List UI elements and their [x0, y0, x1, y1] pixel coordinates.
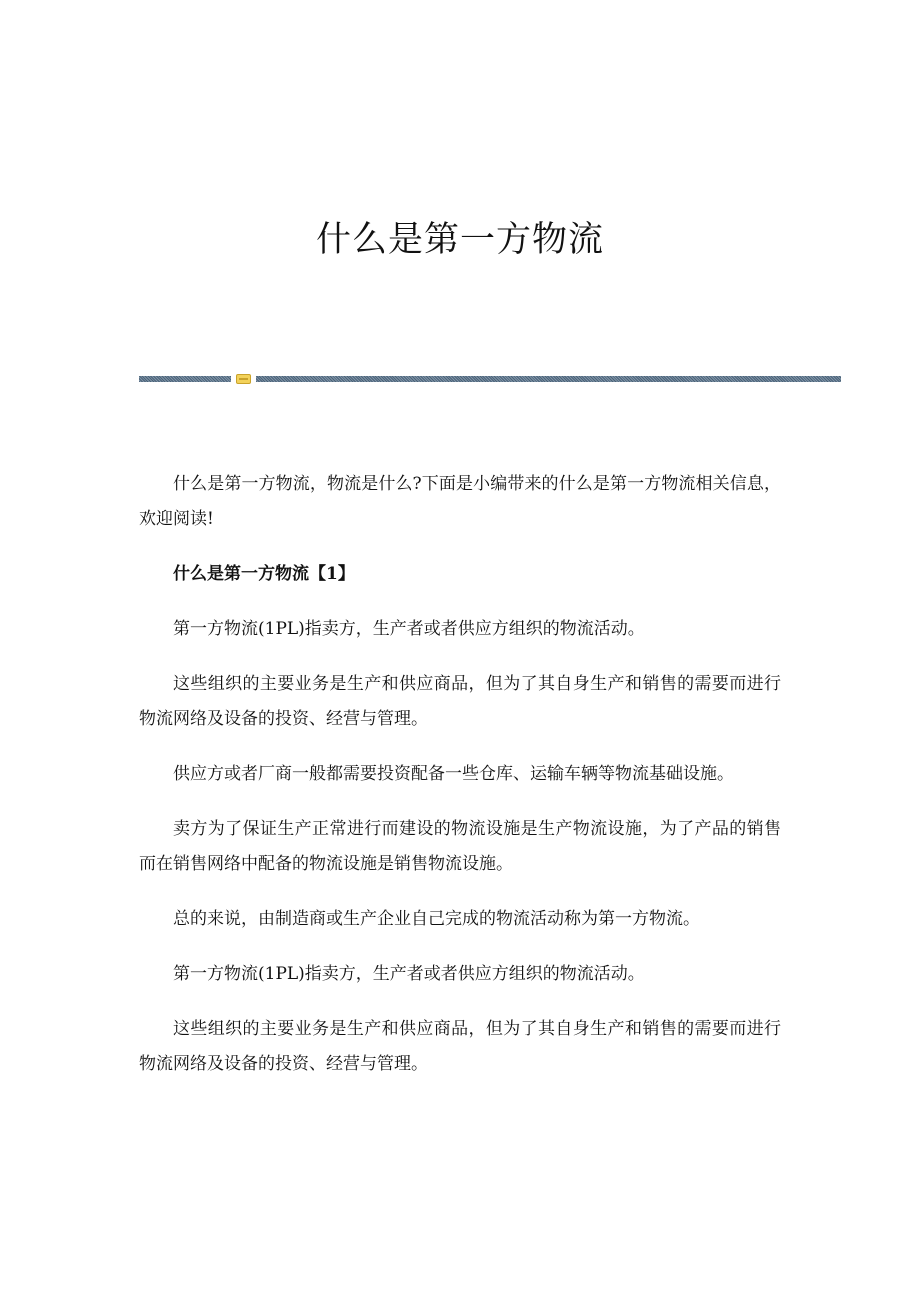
divider-bar-left: [139, 376, 231, 382]
intro-paragraph: 什么是第一方物流，物流是什么?下面是小编带来的什么是第一方物流相关信息，欢迎阅读!: [139, 474, 781, 529]
document-body: [139, 467, 781, 1102]
body-paragraph: 供应方或者厂商一般都需要投资配备一些仓库、运输车辆等物流基础设施。: [173, 764, 734, 784]
section-heading: 什么是第一方物流【1】: [173, 564, 355, 584]
body-paragraph: 这些组织的主要业务是生产和供应商品，但为了其自身生产和销售的需要而进行物流网络及设备的投资、经营与管理。: [139, 674, 781, 729]
body-paragraph: 卖方为了保证生产正常进行而建设的物流设施是生产物流设施，为了产品的销售而在销售网络中配备的物流设施是销售物流设施。: [139, 819, 781, 874]
body-paragraph: 第一方物流(1PL)指卖方，生产者或者供应方组织的物流活动。: [173, 964, 645, 984]
body-paragraph: 总的来说，由制造商或生产企业自己完成的物流活动称为第一方物流。: [173, 909, 700, 929]
divider-ornament-icon: [236, 374, 251, 384]
divider-bar-right: [256, 376, 841, 382]
body-paragraph: 这些组织的主要业务是生产和供应商品，但为了其自身生产和销售的需要而进行物流网络及设备的投资、经营与管理。: [139, 1019, 781, 1074]
body-paragraph: 第一方物流(1PL)指卖方，生产者或者供应方组织的物流活动。: [173, 619, 645, 639]
title-divider: [139, 374, 841, 384]
page-title: 什么是第一方物流: [315, 220, 604, 260]
